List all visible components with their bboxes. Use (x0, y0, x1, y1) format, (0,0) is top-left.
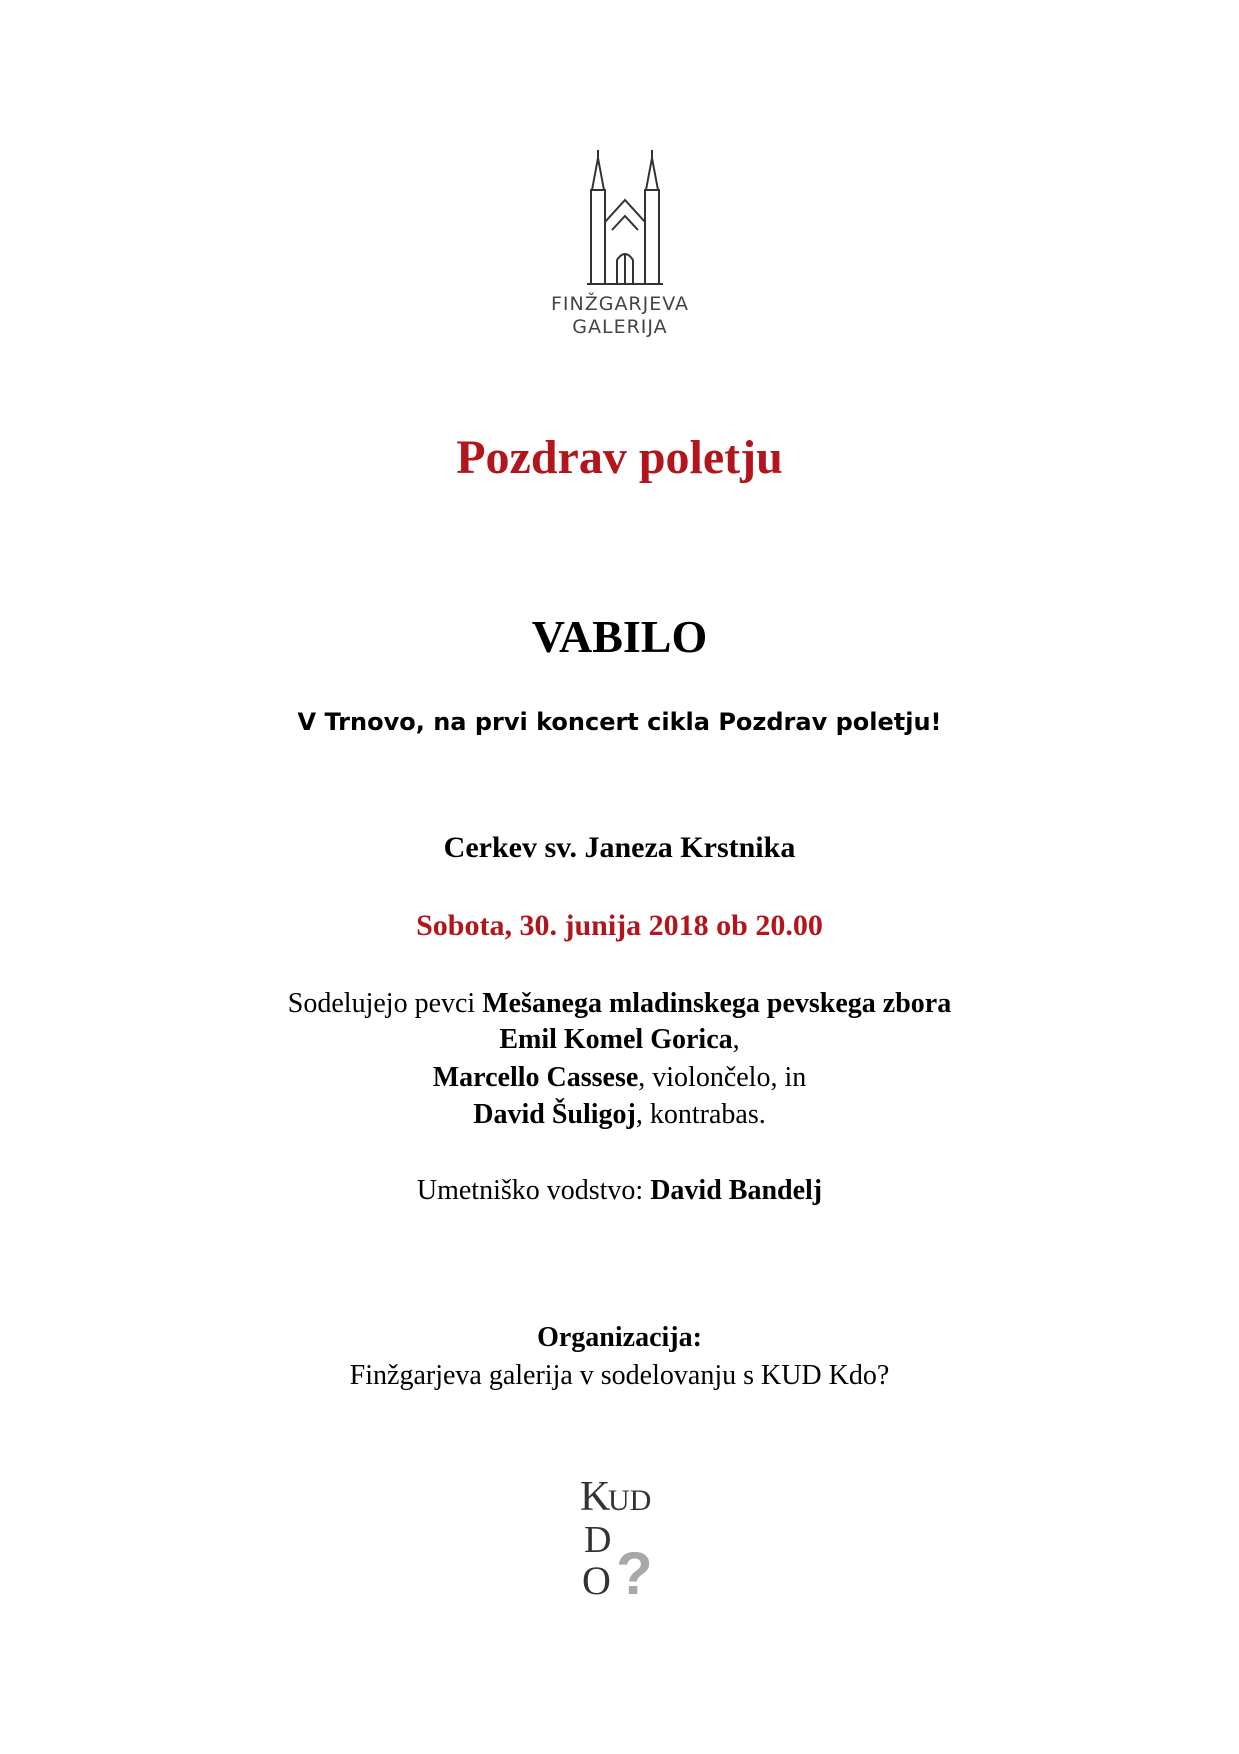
performers-line-4 (0, 1099, 1239, 1131)
artistic-direction (0, 1175, 1239, 1207)
choir-name-2: Emil Komel Gorica (499, 1024, 733, 1055)
performers-line-1 (0, 988, 1239, 1020)
performers-line-2 (0, 1024, 1239, 1056)
event-title: Pozdrav poletju (456, 431, 783, 484)
performers-sep: , (732, 1024, 740, 1055)
invitation-text: V Trnovo, na prvi koncert cikla Pozdrav poletju! (297, 708, 942, 736)
church-logo-icon (582, 150, 668, 285)
venue: Cerkev sv. Janeza Krstnika (443, 831, 796, 864)
logo-text-line2: GALERIJA (572, 316, 668, 338)
bassist-name: David Šuligoj (473, 1099, 636, 1130)
choir-name: Mešanega mladinskega pevskega zbora (482, 988, 952, 1019)
cellist-role: , violončelo, in (638, 1062, 807, 1093)
logo-k: K (580, 1474, 611, 1520)
bassist-role: , kontrabas. (635, 1099, 766, 1130)
artistic-label: Umetniško vodstvo: (416, 1175, 651, 1206)
logo-o: O (582, 1558, 611, 1600)
logo-question: ? (616, 1540, 653, 1600)
organization-heading: Organizacija: (537, 1322, 702, 1353)
artistic-director: David Bandelj (650, 1175, 823, 1206)
logo-text-line1: FINŽGARJEVA (550, 293, 690, 315)
event-datetime: Sobota, 30. junija 2018 ob 20.00 (416, 909, 823, 942)
performers-line-3 (0, 1062, 1239, 1094)
logo-ud: UD (608, 1484, 652, 1517)
kud-kdo-logo-icon (570, 1470, 680, 1600)
invitation-heading: VABILO (531, 611, 708, 662)
cellist-name: Marcello Cassese (432, 1062, 639, 1093)
performers-prefix: Sodelujejo pevci (287, 988, 483, 1019)
logo-d: D (584, 1519, 612, 1561)
organization-text: Finžgarjeva galerija v sodelovanju s KUD Kdo? (349, 1360, 890, 1391)
